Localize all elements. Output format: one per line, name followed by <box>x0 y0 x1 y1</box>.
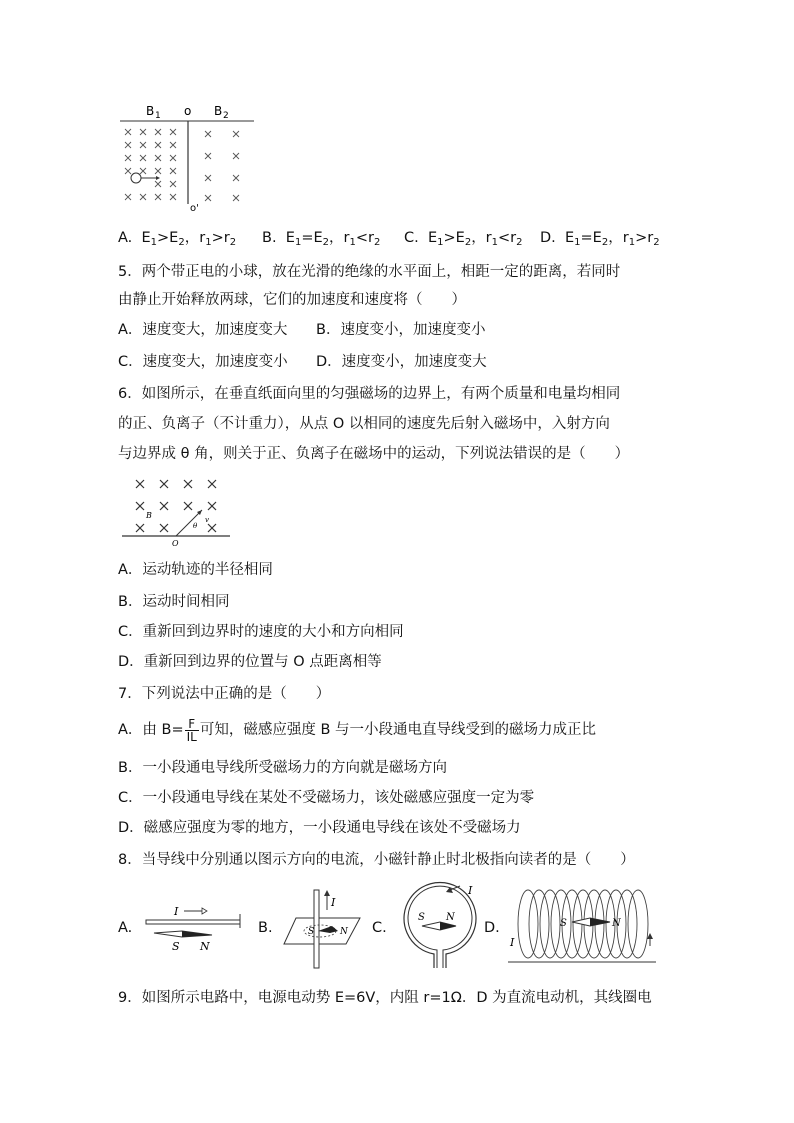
q4-option-b[interactable]: B. $E_1=E_2$，$r_1<r_2$ <box>262 230 381 248</box>
fig4-o-prime: o' <box>190 203 199 214</box>
q6-stem-line1: 6．如图所示，在垂直纸面向里的匀强磁场的边界上，有两个质量和电量均相同 <box>118 386 621 402</box>
q9-stem-line1: 9．如图所示电路中，电源电动势 E=6V，内阻 r=1Ω．D 为直流电动机，其线圈电 <box>118 990 652 1006</box>
q5-option-a[interactable]: A．速度变大，加速度变大 <box>118 322 288 338</box>
q7-option-b[interactable]: B．一小段通电导线所受磁场力的方向就是磁场方向 <box>118 760 447 776</box>
q8-figure-c <box>394 884 490 976</box>
svg-text:I: I <box>468 884 473 897</box>
q5-option-b[interactable]: B．速度变小，加速度变小 <box>316 322 486 338</box>
q7-option-c[interactable]: C．一小段通电导线在某处不受磁场力，该处磁感应强度一定为零 <box>118 790 535 806</box>
fig6-theta: θ <box>193 522 198 530</box>
q5-option-d[interactable]: D．速度变小，加速度变大 <box>316 354 487 370</box>
svg-text:S: S <box>418 912 425 923</box>
fig6-v: v <box>205 516 209 524</box>
svg-text:S: S <box>560 918 567 929</box>
q4-option-a[interactable]: A. $E_1>E_2$，$r_1>r_2$ <box>118 230 237 248</box>
svg-text:I: I <box>331 896 336 909</box>
svg-text:N: N <box>200 940 210 953</box>
fig4-b2: B <box>214 104 223 118</box>
svg-text:I: I <box>174 905 179 918</box>
q6-stem-line3: 与边界成 θ 角，则关于正、负离子在磁场中的运动，下列说法错误的是（ ） <box>118 446 630 462</box>
q7-option-a-suffix: 可知，磁感应强度 B 与一小段通电直导线受到的磁场力成正比 <box>199 722 597 738</box>
q8-option-c-label[interactable]: C. <box>372 920 387 936</box>
q7-option-a-prefix: A．由 B= <box>118 722 184 738</box>
svg-text:N: N <box>446 912 455 923</box>
q5-option-c[interactable]: C．速度变大，加速度变小 <box>118 354 288 370</box>
q6-option-a[interactable]: A．运动轨迹的半径相同 <box>118 562 273 578</box>
q4-option-d[interactable]: D. $E_1=E_2$，$r_1>r_2$ <box>540 230 660 248</box>
q7-stem-line1: 7．下列说法中正确的是（ ） <box>118 686 331 702</box>
q7-fraction: $\frac{F}{IL}$ <box>186 716 197 744</box>
svg-text:I: I <box>510 936 515 949</box>
svg-text:N: N <box>340 927 348 937</box>
q6-figure <box>118 474 233 550</box>
fig4-b2-sub: 2 <box>223 111 229 121</box>
fig4-o: o <box>184 104 192 118</box>
q4-figure <box>118 104 258 216</box>
q8-option-b-label[interactable]: B. <box>258 920 273 936</box>
q7-option-a[interactable] <box>118 716 596 744</box>
svg-text:S: S <box>172 940 180 953</box>
svg-text:S: S <box>308 927 315 937</box>
fig6-o: O <box>172 539 179 548</box>
q8-figure-d <box>506 886 660 966</box>
svg-text:N: N <box>612 918 621 929</box>
fig6-b: B <box>146 511 152 520</box>
q5-stem-line2: 由静止开始释放两球，它们的加速度和速度将（ ） <box>118 292 466 308</box>
q8-figure-a <box>144 898 244 954</box>
q6-option-c[interactable]: C．重新回到边界时的速度的大小和方向相同 <box>118 624 404 640</box>
q6-option-b[interactable]: B．运动时间相同 <box>118 594 230 610</box>
q8-figure-b <box>282 886 362 972</box>
fig4-b1-sub: 1 <box>155 111 161 121</box>
q8-option-a-label[interactable]: A. <box>118 920 133 936</box>
q6-stem-line2: 的正、负离子（不计重力），从点 O 以相同的速度先后射入磁场中，入射方向 <box>118 416 610 432</box>
q5-stem-line1: 5．两个带正电的小球，放在光滑的绝缘的水平面上，相距一定的距离，若同时 <box>118 264 621 280</box>
q8-stem-line1: 8．当导线中分别通以图示方向的电流，小磁针静止时北极指向读者的是（ ） <box>118 852 635 868</box>
q8-option-d-label[interactable]: D. <box>484 920 500 936</box>
q7-option-d[interactable]: D．磁感应强度为零的地方，一小段通电导线在该处不受磁场力 <box>118 820 521 836</box>
q6-option-d[interactable]: D．重新回到边界的位置与 O 点距离相等 <box>118 654 382 670</box>
fig4-b1: B <box>146 104 155 118</box>
q4-option-c[interactable]: C. $E_1>E_2$，$r_1<r_2$ <box>404 230 523 248</box>
